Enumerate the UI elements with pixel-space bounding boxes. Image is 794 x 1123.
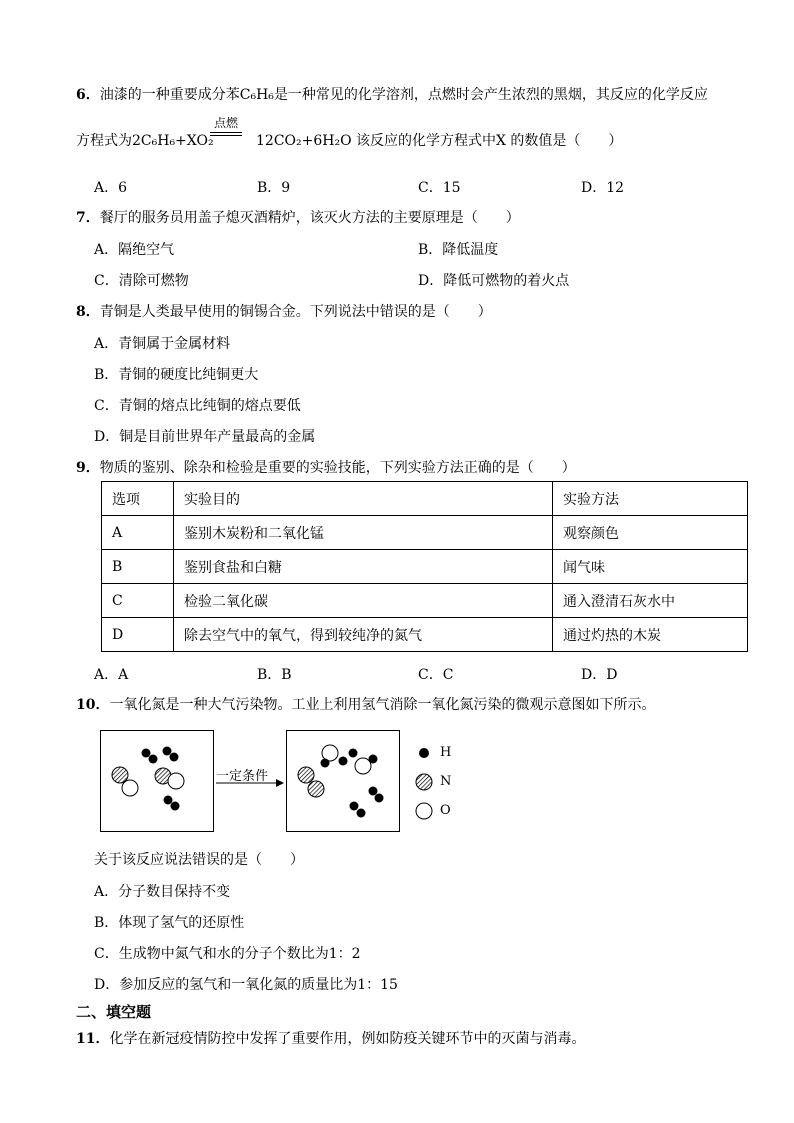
q10-stem [76, 694, 655, 714]
h-atom [149, 755, 158, 764]
q7-number: 7． [76, 210, 100, 226]
q9-option-b: B．B [257, 667, 292, 683]
o-atom [122, 780, 138, 796]
q9-option-a: A．A [94, 667, 129, 683]
q11-number: 11． [76, 1031, 110, 1047]
q8-option-b: B．青铜的硬度比纯铜更大 [94, 367, 259, 383]
q6-option-c: C．15 [418, 180, 461, 196]
h-atom [164, 796, 173, 805]
q6-option-b: B．9 [257, 180, 291, 196]
h-atom [369, 787, 378, 796]
table-header-row [102, 482, 748, 516]
h-atom [350, 802, 359, 811]
reactants-box [100, 730, 214, 832]
n-atom [298, 767, 314, 783]
hydrogen-legend-icon [419, 748, 429, 758]
q6-equation-left: 方程式为2C₆H₆+XO₂ [76, 133, 214, 149]
table-cell: 通过灼热的木炭 [553, 618, 748, 652]
reaction-arrow-icon [214, 778, 284, 788]
nitrogen-legend-icon [416, 774, 432, 790]
q6-option-d: D．12 [581, 180, 625, 196]
table-cell: 鉴别木炭粉和二氧化锰 [174, 516, 553, 550]
h-atom [369, 755, 378, 764]
q11-stem [76, 1028, 585, 1048]
table-cell: B [102, 550, 174, 584]
q8-option-c: C．青铜的熔点比纯铜的熔点要低 [94, 398, 301, 414]
table-row [102, 584, 748, 618]
header-option: 选项 [102, 482, 174, 516]
legend-h: H [440, 745, 452, 760]
q8-number: 8． [76, 304, 100, 320]
table-cell: 除去空气中的氧气，得到较纯净的氮气 [174, 618, 553, 652]
product-molecules [287, 731, 399, 831]
q7-stem [76, 207, 520, 227]
q10-sub-stem: 关于该反应说法错误的是（ ） [94, 852, 304, 868]
q11-stem-text: 化学在新冠疫情防控中发挥了重要作用，例如防疫关键环节中的灭菌与消毒。 [109, 1031, 586, 1047]
q8-stem-text: 青铜是人类最早使用的铜锡合金。下列说法中错误的是（ ） [99, 304, 492, 320]
q6-line1-text: 油漆的一种重要成分苯C₆H₆是一种常见的化学溶剂，点燃时会产生浓烈的黑烟，其反应的化学反应 [99, 87, 708, 103]
q9-number: 9． [76, 460, 100, 476]
q7-option-c: C．清除可燃物 [94, 273, 189, 289]
atom-legend-icons [414, 744, 434, 824]
h-atom [339, 757, 348, 766]
h-atom [357, 809, 366, 818]
q9-option-d: D．D [581, 667, 618, 683]
header-purpose: 实验目的 [174, 482, 553, 516]
legend-o: O [440, 803, 451, 818]
q6-number: 6． [76, 87, 100, 103]
q10-option-a: A．分子数目保持不变 [94, 884, 231, 900]
q8-option-d: D．铜是目前世界年产量最高的金属 [94, 429, 316, 445]
reactant-molecules [101, 731, 213, 831]
table-cell: D [102, 618, 174, 652]
q8-stem [76, 301, 492, 321]
equals-sign [210, 132, 242, 136]
q10-option-d: D．参加反应的氢气和一氧化氮的质量比为1：15 [94, 977, 398, 993]
table-cell: 闻气味 [553, 550, 748, 584]
legend-n: N [440, 774, 452, 789]
header-method: 实验方法 [553, 482, 748, 516]
reaction-condition [210, 116, 242, 136]
q8-option-a: A．青铜属于金属材料 [94, 336, 231, 352]
o-atom [168, 773, 184, 789]
q7-option-d: D．降低可燃物的着火点 [418, 273, 570, 289]
table-cell: 通入澄清石灰水中 [553, 584, 748, 618]
h-atom [321, 759, 330, 768]
q6-stem-line1 [76, 84, 708, 104]
q9-stem-text: 物质的鉴别、除杂和检验是重要的实验技能，下列实验方法正确的是（ ） [99, 460, 576, 476]
table-row [102, 618, 748, 652]
q9-stem [76, 457, 576, 477]
h-atom [349, 749, 358, 758]
table-row [102, 550, 748, 584]
table-cell: 鉴别食盐和白糖 [174, 550, 553, 584]
arrow-condition-label: 一定条件 [216, 769, 269, 784]
h-atom [375, 794, 384, 803]
h-atom [142, 749, 151, 758]
q10-stem-text: 一氧化氮是一种大气污染物。工业上利用氢气消除一氧化氮污染的微观示意图如下所示。 [109, 697, 656, 713]
products-box [286, 730, 400, 832]
q6-option-a: A．6 [94, 180, 128, 196]
table-row [102, 516, 748, 550]
oxygen-legend-icon [416, 803, 432, 819]
q9-option-c: C．C [418, 667, 454, 683]
table-cell: 观察颜色 [553, 516, 748, 550]
section-title: 二、填空题 [76, 1003, 152, 1021]
q7-stem-text: 餐厅的服务员用盖子熄灭酒精炉，该灭火方法的主要原理是（ ） [99, 210, 520, 226]
q10-option-b: B．体现了氢气的还原性 [94, 915, 245, 931]
table-cell: C [102, 584, 174, 618]
experiment-table [101, 481, 748, 652]
table-cell: A [102, 516, 174, 550]
q7-option-a: A．隔绝空气 [94, 242, 175, 258]
h-atom [163, 747, 172, 756]
o-atom [355, 758, 371, 774]
n-atom [112, 767, 128, 783]
q10-number: 10． [76, 697, 110, 713]
q7-option-b: B．降低温度 [418, 242, 499, 258]
condition-label: 点燃 [213, 116, 238, 130]
table-cell: 检验二氧化碳 [174, 584, 553, 618]
h-atom [170, 753, 179, 762]
q10-option-c: C．生成物中氮气和水的分子个数比为1：2 [94, 946, 361, 962]
h-atom [171, 802, 180, 811]
q6-equation-right: 12CO₂+6H₂O 该反应的化学方程式中X 的数值是（ ） [256, 133, 623, 149]
n-atom [308, 781, 324, 797]
